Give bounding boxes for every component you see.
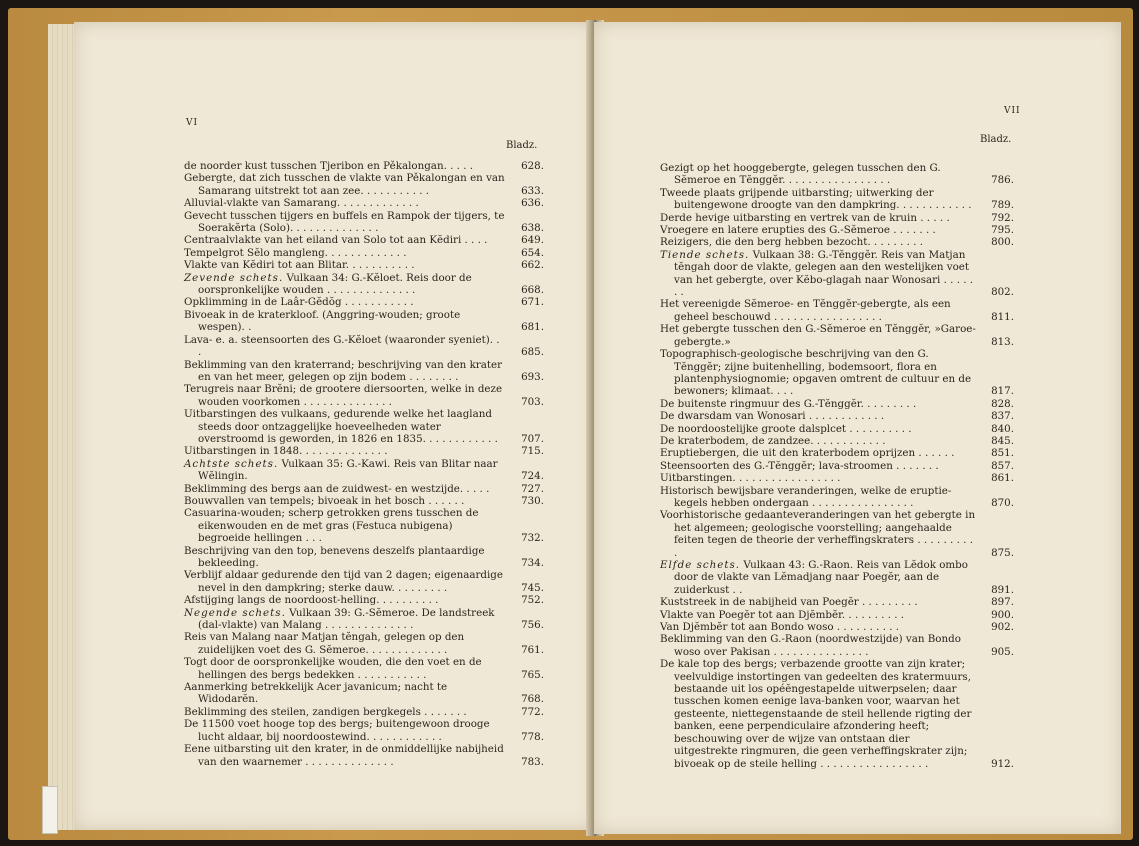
- toc-entry: [184, 594, 544, 606]
- toc-entry-text: Gebergte, dat zich tusschen de vlakte van Pěkalongan en van Samarang uitstrekt tot aan zee. . . . . . . . . . .: [184, 172, 505, 197]
- toc-entry-text: Beklimming van den kraterrand; beschrijving van den krater en van het meer, gelegen op zijn bodem . . . . . . . .: [184, 358, 503, 383]
- toc-entry-text: Derde hevige uitbarsting en vertrek van de kruin . . . . .: [660, 211, 950, 224]
- page-column-header: Bladz.: [980, 134, 1012, 145]
- toc-page-number: 649.: [521, 234, 544, 247]
- toc-entry-text: Steensoorten des G.-Tĕnggĕr; lava-stroomen . . . . . . .: [660, 459, 939, 472]
- toc-page-number: 765.: [521, 668, 544, 681]
- toc-entry: [660, 559, 1014, 596]
- toc-page-number: 693.: [521, 370, 544, 383]
- toc-entry-text: Topographisch-geologische beschrijving van den G. Tĕnggĕr; zijne buitenhelling, bodemsoort, flora en plantenphysiognomie; opgaven omtrent de cultuur en de bewoners; klimaat. . . .: [660, 348, 972, 398]
- toc-entry-text: Historisch bewijsbare veranderingen, welke de eruptie-kegels hebben ondergaan . . . . . . . . . . . . . . . .: [660, 484, 952, 509]
- toc-page-number: 792.: [991, 211, 1014, 224]
- toc-entry: [184, 631, 544, 656]
- toc-entry: [660, 633, 1014, 658]
- toc-entry: [184, 259, 544, 271]
- toc-entry-text: Bouwvallen van tempels; bivoeak in het bosch . . . . . .: [184, 494, 465, 507]
- toc-page-number: 840.: [991, 422, 1014, 435]
- toc-page-number: 628.: [521, 160, 544, 172]
- toc-entry: [660, 509, 1014, 559]
- toc-entry: [660, 298, 1014, 323]
- toc-entry-text: Gevecht tusschen tijgers en buffels en Rampok der tijgers, te Soerakĕrta (Solo). . . . . . . . . . . . . .: [184, 209, 505, 235]
- toc-page-number: 638.: [521, 222, 544, 235]
- toc-entry: [660, 410, 1014, 422]
- toc-entry: [660, 435, 1014, 447]
- toc-entry-text: Vulkaan 39: G.-Sĕmeroe. De landstreek (dal-vlakte) van Malang . . . . . . . . . . . . . .: [198, 606, 495, 632]
- toc-page-number: 752.: [521, 594, 544, 607]
- toc-page-number: 800.: [991, 236, 1014, 249]
- toc-page-number: 789.: [991, 199, 1014, 212]
- toc-page-number: 783.: [521, 755, 544, 768]
- toc-entry: [184, 247, 544, 259]
- toc-entry-text: Vlakte van Kĕdiri tot aan Blitar. . . . . . . . . . .: [184, 259, 415, 272]
- toc-entry: [184, 681, 544, 706]
- toc-entry-text: Het vereenigde Sĕmeroe- en Tĕnggĕr-gebergte, als een geheel beschouwd . . . . . . . . . . . . . . . . .: [660, 298, 951, 323]
- toc-entry-text: De dwarsdam van Wonosari . . . . . . . . . . . .: [660, 410, 885, 423]
- toc-page-number: 870.: [991, 496, 1014, 509]
- right-page: [594, 22, 1121, 834]
- toc-entry: [184, 483, 544, 495]
- toc-entry: [184, 458, 544, 483]
- toc-entry: [660, 236, 1014, 248]
- toc-page-number: 768.: [521, 693, 544, 706]
- toc-entry-text: Vulkaan 34: G.-Kĕloet. Reis door de oorspronkelijke wouden . . . . . . . . . . . . . .: [198, 271, 472, 297]
- toc-entry-text: Reizigers, die den berg hebben bezocht. . . . . . . . .: [660, 236, 924, 249]
- toc-entry: [184, 160, 544, 172]
- toc-entry-text: Gezigt op het hooggebergte, gelegen tusschen den G. Sĕmeroe en Tĕnggĕr. . . . . . . . . . . . . . . . .: [660, 162, 941, 187]
- toc-entry: [184, 334, 544, 359]
- toc-entry-text: Uitbarstingen des vulkaans, gedurende welke het laagland steeds door ontzaggelijke hoeveelheden water overstroomd is geworden, in 1826 en 1835. . . . . . . . . . . .: [184, 408, 498, 445]
- toc-entry-text: Vlakte van Poegĕr tot aan Djĕmbĕr. . . . . . . . . .: [660, 608, 905, 621]
- toc-entry-text: Centraalvlakte van het eiland van Solo tot aan Kĕdiri . . . .: [184, 234, 488, 247]
- toc-page-number: 828.: [991, 397, 1014, 410]
- toc-page-number: 685.: [521, 346, 544, 359]
- toc-entry: [660, 460, 1014, 472]
- toc-entry: [184, 743, 544, 768]
- toc-entry: [660, 162, 1014, 187]
- toc-entry-text: Eruptiebergen, die uit den kraterbodem oprijzen . . . . . .: [660, 447, 955, 460]
- toc-entry: [184, 706, 544, 718]
- toc-entry-text: Uitbarstingen in 1848. . . . . . . . . . . . . .: [184, 445, 388, 458]
- toc-entry: [660, 447, 1014, 459]
- toc-entry-text: Lava- e. a. steensoorten des G.-Kĕloet (waaronder syeniet). . .: [184, 333, 500, 359]
- table-of-contents: [184, 160, 544, 768]
- toc-entry: [184, 272, 544, 297]
- toc-entry: [660, 485, 1014, 510]
- left-page: [74, 22, 596, 830]
- toc-page-number: 902.: [991, 621, 1014, 634]
- toc-page-number: 730.: [521, 494, 544, 507]
- toc-entry: [184, 408, 544, 445]
- toc-page-number: 875.: [991, 546, 1014, 559]
- toc-entry-text: Reis van Malang naar Matjan tĕngah, gelegen op den zuidelijken voet des G. Sĕmeroe. . . . . . . . . . . . .: [184, 631, 465, 656]
- toc-page-number: 861.: [991, 472, 1014, 485]
- toc-page-number: 845.: [991, 434, 1014, 447]
- toc-page-number: 813.: [991, 335, 1014, 348]
- toc-entry: [660, 212, 1014, 224]
- toc-entry: [184, 445, 544, 457]
- toc-page-number: 761.: [521, 643, 544, 656]
- toc-entry: [660, 609, 1014, 621]
- toc-page-number: 633.: [521, 184, 544, 197]
- toc-entry-text: De buitenste ringmuur des G.-Tĕnggĕr. . . . . . . . .: [660, 397, 917, 410]
- toc-entry-text: Vulkaan 35: G.-Kawi. Reis van Blitar naar Wĕlingin.: [198, 457, 498, 483]
- page-number: VII: [1004, 106, 1021, 116]
- toc-entry: [660, 658, 1014, 770]
- toc-entry-text: Beklimming van den G.-Raon (noordwestzijde) van Bondo woso over Pakisan . . . . . . . . . . . . . . .: [660, 633, 961, 658]
- toc-entry-text: Vroegere en latere erupties des G.-Sĕmeroe . . . . . . .: [660, 224, 936, 237]
- toc-entry-text: Van Djĕmbĕr tot aan Bondo woso . . . . . . . . . .: [660, 621, 900, 634]
- toc-page-number: 905.: [991, 645, 1014, 658]
- toc-entry: [184, 359, 544, 384]
- toc-entry-text: Beklimming des bergs aan de zuidwest- en westzijde. . . . .: [184, 482, 490, 495]
- toc-page-number: 897.: [991, 596, 1014, 609]
- toc-entry: [660, 224, 1014, 236]
- toc-page-number: 724.: [521, 470, 544, 483]
- toc-entry-text: Aanmerking betrekkelijk Acer javanicum; nacht te Widodarĕn.: [184, 681, 448, 706]
- toc-entry: [184, 607, 544, 632]
- toc-entry-text: Beklimming des steilen, zandigen bergkegels . . . . . . .: [184, 705, 467, 718]
- toc-page-number: 786.: [991, 174, 1014, 187]
- toc-page-number: 636.: [521, 197, 544, 210]
- toc-entry: [184, 172, 544, 197]
- toc-entry-text: Verblijf aldaar gedurende den tijd van 2 dagen; eigenaardige nevel in den dampkring; sterke dauw. . . . . . . . .: [184, 569, 503, 594]
- page-number: VI: [186, 118, 199, 128]
- toc-page-number: 778.: [521, 730, 544, 743]
- toc-page-number: 900.: [991, 608, 1014, 621]
- toc-entry: [660, 249, 1014, 299]
- toc-page-number: 756.: [521, 619, 544, 632]
- toc-entry: [660, 596, 1014, 608]
- toc-entry: [660, 621, 1014, 633]
- toc-entry-text: Uitbarstingen. . . . . . . . . . . . . . . . .: [660, 472, 841, 485]
- toc-entry-text: Vulkaan 43: G.-Raon. Reis van Lĕdok ombo door de vlakte van Lĕmadjang naar Poegĕr, aan de zuiderkust . .: [674, 559, 968, 596]
- toc-page-number: 654.: [521, 246, 544, 259]
- toc-entry-text: Terugreis naar Brĕni; de grootere diersoorten, welke in deze wouden voorkomen . . . . . . . . . . . . . .: [184, 383, 503, 408]
- toc-entry-text: De noordoostelijke groote dalsplcet . . . . . . . . . .: [660, 422, 912, 435]
- toc-entry: [184, 495, 544, 507]
- section-heading: Elfde schets.: [660, 559, 741, 571]
- toc-page-number: 837.: [991, 410, 1014, 423]
- toc-entry-text: De 11500 voet hooge top des bergs; buitengewoon drooge lucht aldaar, bij noordoostewind. . . . . . . . . . . .: [184, 718, 490, 743]
- toc-page-number: 811.: [991, 310, 1014, 323]
- toc-entry: [184, 197, 544, 209]
- toc-entry-text: de noorder kust tusschen Tjeribon en Pěkalongan. . . . .: [184, 160, 474, 172]
- toc-entry: [184, 234, 544, 246]
- toc-page-number: 715.: [521, 445, 544, 458]
- toc-entry-text: Afstijging langs de noordoost-helling. . . . . . . . . .: [184, 594, 439, 607]
- toc-page-number: 671.: [521, 296, 544, 309]
- table-of-contents: [660, 162, 1014, 770]
- toc-page-number: 734.: [521, 557, 544, 569]
- toc-entry: [660, 187, 1014, 212]
- toc-page-number: 772.: [521, 705, 544, 718]
- toc-entry: [660, 348, 1014, 398]
- toc-entry-text: Tweede plaats grijpende uitbarsting; uitwerking der buitengewone droogte van den dampkring. . . . . . . . . . . .: [660, 186, 972, 212]
- toc-page-number: 795.: [991, 224, 1014, 237]
- section-heading: Tiende schets.: [660, 248, 750, 261]
- toc-entry: [184, 210, 544, 235]
- toc-page-number: 891.: [991, 583, 1014, 596]
- toc-page-number: 851.: [991, 447, 1014, 460]
- toc-entry-text: Het gebergte tusschen den G.-Sĕmeroe en Tĕnggĕr, »Garoe-gebergte.»: [660, 323, 976, 348]
- toc-entry-text: De kraterbodem, de zandzee. . . . . . . . . . . .: [660, 434, 886, 447]
- toc-page-number: 707.: [521, 432, 544, 445]
- toc-page-number: 681.: [521, 321, 544, 334]
- toc-page-number: 732.: [521, 532, 544, 545]
- section-heading: Achtste schets.: [184, 457, 279, 470]
- toc-entry: [184, 718, 544, 743]
- toc-page-number: 912.: [991, 757, 1014, 770]
- toc-entry-text: Eene uitbarsting uit den krater, in de onmiddellijke nabijheid van den waarnemer . . . . . . . . . . . . . .: [184, 743, 504, 768]
- toc-entry: [660, 472, 1014, 484]
- toc-page-number: 817.: [991, 385, 1014, 398]
- toc-entry-text: Bivoeak in de kraterkloof. (Anggring-wouden; groote wespen). .: [184, 308, 461, 334]
- toc-entry-text: Beschrijving van den top, benevens deszelfs plantaardige bekleeding.: [184, 544, 485, 569]
- library-label: [42, 786, 58, 834]
- toc-entry: [660, 423, 1014, 435]
- toc-page-number: 703.: [521, 395, 544, 408]
- toc-page-number: 857.: [991, 459, 1014, 472]
- toc-entry: [660, 398, 1014, 410]
- page-column-header: Bladz.: [506, 140, 538, 151]
- toc-entry-text: Vulkaan 38: G.-Tĕnggĕr. Reis van Matjan tĕngah door de vlakte, gelegen aan den westelijken voet van het gebergte, over Kĕbo-glagah naar Wonosari . . . . . . .: [674, 248, 974, 299]
- toc-entry: [660, 323, 1014, 348]
- toc-page-number: 662.: [521, 259, 544, 272]
- toc-entry: [184, 569, 544, 594]
- toc-entry: [184, 309, 544, 334]
- toc-entry: [184, 296, 544, 308]
- toc-entry-text: Alluvial-vlakte van Samarang. . . . . . . . . . . . .: [184, 197, 419, 210]
- section-heading: Zevende schets.: [184, 271, 284, 284]
- toc-entry-text: Togt door de oorspronkelijke wouden, die den voet en de hellingen des bergs bedekken . . . . . . . . . . .: [184, 656, 482, 681]
- toc-entry-text: Kuststreek in de nabijheid van Poegĕr . . . . . . . . .: [660, 596, 918, 609]
- toc-entry: [184, 656, 544, 681]
- toc-entry-text: Voorhistorische gedaanteveranderingen van het gebergte in het algemeen; geologische voorstelling; aangehaalde feiten tegen de theorie der verheffingskraters . . . . . . . . . .: [660, 509, 976, 559]
- toc-page-number: 727.: [521, 482, 544, 495]
- toc-entry-text: Casuarina-wouden; scherp getrokken grens tusschen de eikenwouden en de met gras (Festuca nubigena) begroeide hellingen . . .: [184, 507, 479, 545]
- toc-entry: [184, 507, 544, 544]
- toc-entry: [184, 545, 544, 570]
- toc-page-number: 745.: [521, 581, 544, 594]
- toc-entry-text: Opklimming in de Laâr-Gĕdŏg . . . . . . . . . . .: [184, 296, 414, 309]
- toc-entry-text: De kale top des bergs; verbazende grootte van zijn krater; veelvuldige instortingen van gedeelten des kratermuurs, bestaande uit los opéĕngestapelde uitwerpselen; daar tusschen komen eenige lava-banken voor, waarvan het gesteente, niettegenstaande de steil hellende rigting der banken, eene perpendiculaire afzondering heeft; beschouwing over de wijze van ontstaan dier uitgestrekte ringmuren, die geen verheffingskrater zijn; bivoeak op de steile helling . . . . . . . . . . . . . . . . .: [660, 658, 972, 770]
- toc-entry-text: Tempelgrot Sĕlo mangleng. . . . . . . . . . . . .: [184, 246, 407, 259]
- toc-page-number: 802.: [991, 286, 1014, 299]
- toc-page-number: 668.: [521, 284, 544, 297]
- section-heading: Negende schets.: [184, 606, 286, 619]
- toc-entry: [184, 383, 544, 408]
